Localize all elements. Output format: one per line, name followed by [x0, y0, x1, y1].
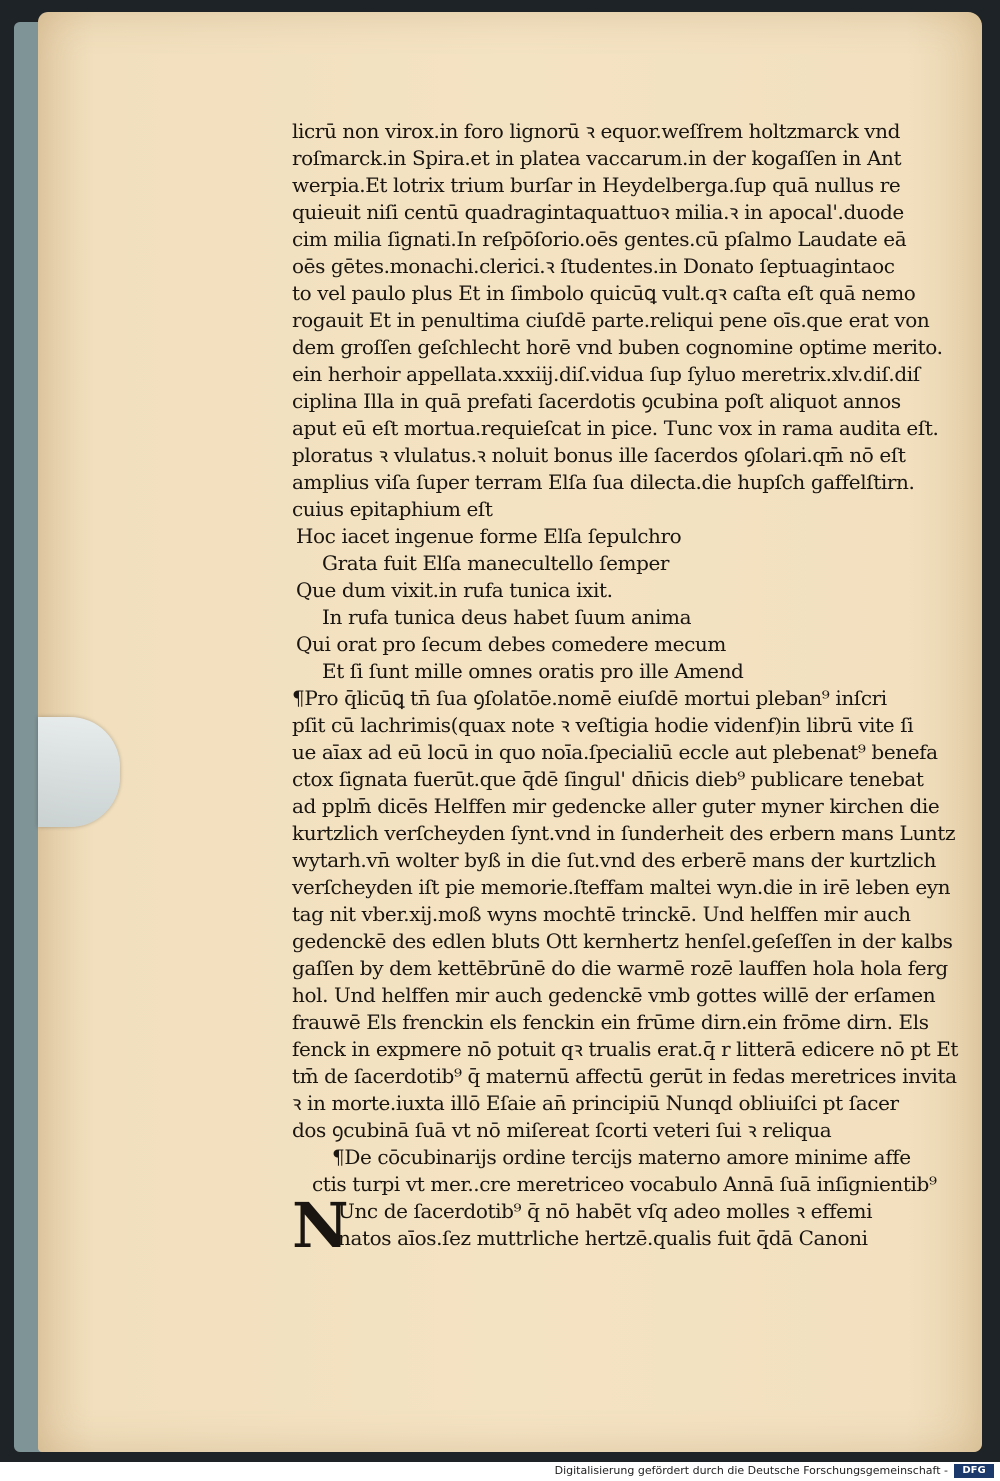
- heading-line: ¶De cōcubinarijs ordine tercijs materno amore minime affe: [332, 1145, 911, 1169]
- text-line: ¶Pro q̄licūꝗ tn̄ ſua ꝯſolatōe.nomē eiuſdē mortui pleban⁹ inſcri: [292, 686, 887, 710]
- dfg-logo: DFG: [954, 1464, 994, 1478]
- footer-credit: Digitalisierung gefördert durch die Deutsche Forschungsgemeinschaft -: [554, 1464, 948, 1477]
- text-line: dem groſſen geſchlecht horē vnd buben cognomine optime merito.: [292, 335, 943, 359]
- text-line: ctox ſignata fuerūt.que q̄dē ſingul' dn̄icis dieb⁹ publicare tenebat: [292, 767, 924, 791]
- heading-line: ctis turpi vt mer..cre meretriceo vocabulo Annā ſuā inſignientib⁹: [312, 1172, 937, 1196]
- text-line: kurtzlich verſcheyden ſynt.vnd in ſunderheit des erbern mans Luntz: [292, 821, 956, 845]
- text-line: ciplina Illa in quā prefati ſacerdotis ꝯcubina poſt aliquot annos: [292, 389, 901, 413]
- page-tab-marker: [38, 717, 120, 827]
- verse-line: Grata fuit Elſa manecultello ſemper: [322, 551, 670, 575]
- text-lines: [292, 118, 942, 523]
- text-line: aput eū eſt mortua.requieſcat in pice. Tunc vox in rama audita eſt.: [292, 416, 939, 440]
- text-line: pſit cū lachrimis(quax note ꝛ veſtigia hodie videnf)in librū vite ſi: [292, 713, 914, 737]
- text-line: ꝛ in morte.iuxta illō Eſaie an̄ principiū Nunqd obliuiſci pt ſacer: [292, 1091, 899, 1115]
- text-line: cim milia ſignati.In reſpōſorio.oēs gentes.cū pſalmo Laudate eā: [292, 227, 907, 251]
- text-line: verſcheyden iſt pie memorie.ſteffam maltei wyn.die in irē leben eyn: [292, 875, 951, 899]
- text-line: amplius viſa ſuper terram Elſa ſua dilecta.die hupſch gaffelſtirn.: [292, 470, 915, 494]
- verse-line: Hoc iacet ingenue forme Elſa ſepulchro: [296, 524, 682, 548]
- verse-line: Que dum vixit.in rufa tunica ixit.: [296, 578, 613, 602]
- page-text: [292, 118, 959, 1262]
- text-line: quieuit niſi centū quadragintaquattuoꝛ milia.ꝛ in apocal'.duode: [292, 200, 904, 224]
- text-line: ue aīax ad eū locū in quo noīa.ſpecialiū eccle aut plebenat⁹ benefa: [292, 740, 938, 764]
- text-line: werpia.Et lotrix trium burſar in Heydelberga.ſup quā nullus re: [292, 173, 901, 197]
- text-line: fenck in expmere nō potuit qꝛ trualis erat.q̄ r litterā edicere nō pt Et: [292, 1037, 959, 1061]
- text-line: Unc de ſacerdotib⁹ q̄ nō habēt vſq adeo molles ꝛ effemi: [338, 1199, 873, 1223]
- footer-bar: [0, 1462, 1000, 1481]
- drop-initial: N: [292, 1189, 349, 1262]
- verse-line: Qui orat pro ſecum debes comedere mecum: [296, 632, 726, 656]
- text-line: dos ꝯcubinā ſuā vt nō miſereat ſcorti veteri ſui ꝛ reliqua: [292, 1118, 832, 1142]
- text-line: natos aīos.ſez muttrliche hertzē.qualis fuit q̄dā Canoni: [338, 1226, 868, 1250]
- section-heading: [292, 1144, 942, 1198]
- text-line: ad pplm̄ dicēs Helffen mir gedencke aller guter myner kirchen die: [292, 794, 940, 818]
- verse-line: Et ſi ſunt mille omnes oratis pro ille Amend: [322, 659, 744, 683]
- text-line: ein herhoir appellata.xxxiij.diſ.vidua ſup ſyluo meretrix.xlv.diſ.diſ: [292, 362, 920, 386]
- text-line: oēs gētes.monachi.clerici.ꝛ ſtudentes.in Donato ſeptuagintaoc: [292, 254, 895, 278]
- text-line: licrū non virox.in foro lignorū ꝛ equor.weſſrem holtzmarck vnd: [292, 119, 901, 143]
- text-line: hol. Und helffen mir auch gedenckē vmb gottes willē der erſamen: [292, 983, 936, 1007]
- text-line: wytarh.vn̄ wolter byß in die ſut.vnd des erberē mans der kurtzlich: [292, 848, 936, 872]
- initial-paragraph: [292, 1189, 942, 1262]
- text-line: roſmarck.in Spira.et in platea vaccarum.in der kogaſſen in Ant: [292, 146, 902, 170]
- text-line: rogauit Et in penultima ciuſdē parte.reliqui pene oīs.que erat von: [292, 308, 930, 332]
- text-line: gaſſen by dem kettēbrūnē do die warmē rozē lauffen hola hola ferg: [292, 956, 948, 980]
- text-line: tag nit vber.xij.moß wyns mochtē trinckē. Und helffen mir auch: [292, 902, 911, 926]
- text-lines-continued: [292, 685, 959, 1144]
- text-line: to vel paulo plus Et in ſimbolo quicūꝗ vult.qꝛ caſta eſt quā nemo: [292, 281, 916, 305]
- text-line: frauwē Els frenckin els fenckin ein frūme dirn.ein frōme dirn. Els: [292, 1010, 929, 1034]
- verse-line: In rufa tunica deus habet ſuum anima: [322, 605, 692, 629]
- epitaph-verses: [292, 523, 942, 685]
- text-line: ploratus ꝛ vlulatus.ꝛ noluit bonus ille ſacerdos ꝯſolari.qm̄ nō eſt: [292, 443, 906, 467]
- text-line: cuius epitaphium eſt: [292, 497, 493, 521]
- text-line: tm̄ de ſacerdotib⁹ q̄ maternū affectū gerūt in fedas meretrices invita: [292, 1064, 957, 1088]
- text-line: gedenckē des edlen bluts Ott kernhertz henſel.geſeſſen in der kalbs: [292, 929, 953, 953]
